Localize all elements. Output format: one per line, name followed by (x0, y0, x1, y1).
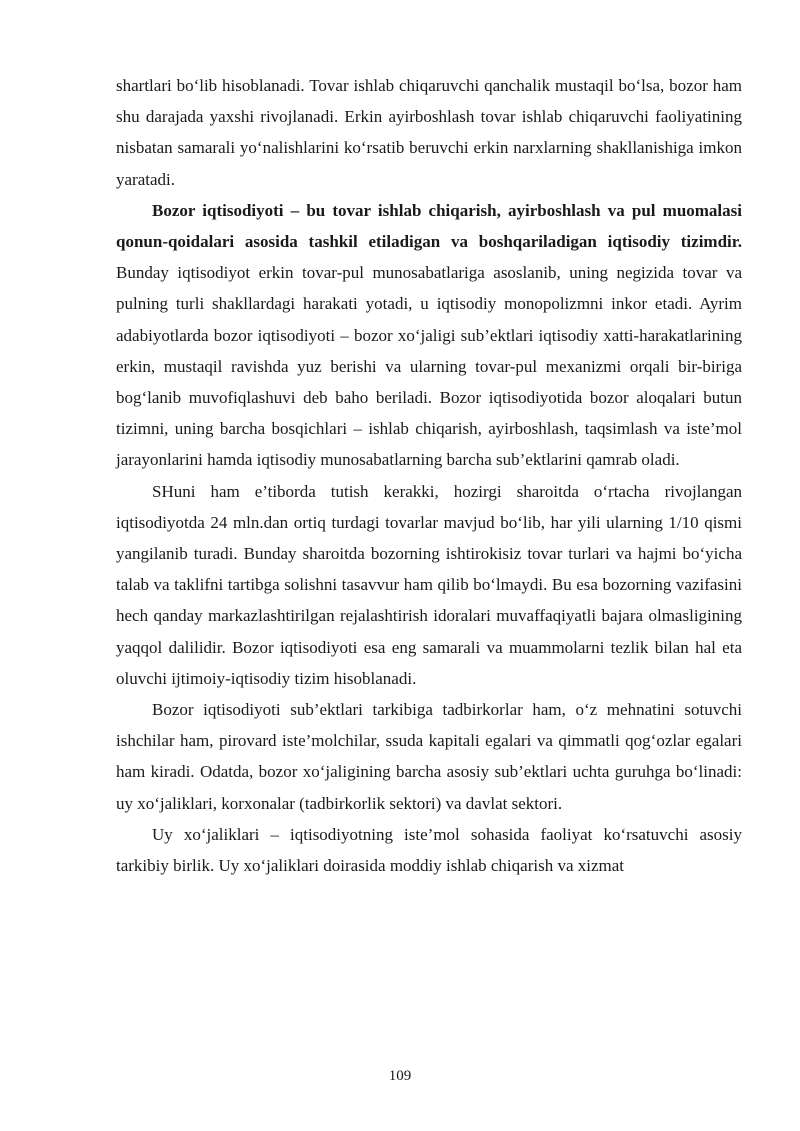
paragraph-text: Uy xoʻjaliklari – iqtisodiyotning iste’mol sohasida faoliyat koʻrsatuvchi asosiy tarkibiy birlik. Uy xoʻjaliklari doirasida moddiy ishlab chiqarish va xizmat (116, 824, 742, 876)
paragraph (116, 694, 742, 819)
paragraph (116, 476, 742, 694)
paragraph-text: Bozor iqtisodiyoti sub’ektlari tarkibiga tadbirkorlar ham, oʻz mehnatini sotuvchi ishchilar ham, pirovard iste’molchilar, ssuda kapitali egalari va qimmatli qogʻozlar egalari ham kiradi. Odatda, bozor xoʻjaligining barcha asosiy sub’ektlari uchta guruhga boʻlinadi: uy xoʻjaliklari, korxonalar (tadbirkorlik sektori) va davlat sektori. (116, 700, 742, 813)
page-body (116, 70, 742, 881)
paragraph-text: Bunday iqtisodiyot erkin tovar-pul munosabatlariga asoslanib, uning negizida tovar va pulning turli shakllardagi harakati yotadi, u iqtisodiy monopolizmni inkor etadi. Ayrim adabiyotlarda bozor iqtisodiyoti – bozor xoʻjaligi sub’ektlari iqtisodiy xatti-harakatlarining erkin, mustaqil ravishda yuz berishi va ularning tovar-pul mexanizmi orqali bir-biriga bogʻlanib muvofiqlashuvi deb baho beriladi. Bozor iqtisodiyotida bozor aloqalari butun tizimni, uning barcha bosqichlari – ishlab chiqarish, ayirboshlash, taqsimlash va iste’mol jarayonlarini hamda iqtisodiy munosabatlarning barcha sub’ektlarini qamrab oladi. (116, 263, 742, 470)
paragraph-text: shartlari boʻlib hisoblanadi. Tovar ishlab chiqaruvchi qanchalik mustaqil boʻlsa, bozor ham shu darajada yaxshi rivojlanadi. Erkin ayirboshlash tovar ishlab chiqaruvchi faoliyatining nisbatan samarali yoʻnalishlarini koʻrsatib beruvchi erkin narxlarning shakllanishiga imkon yaratadi. (116, 76, 742, 189)
paragraph-definition (116, 195, 742, 476)
paragraph (116, 819, 742, 881)
page-number: 109 (388, 1068, 412, 1084)
paragraph-text: SHuni ham e’tiborda tutish kerakki, hozirgi sharoitda oʻrtacha rivojlangan iqtisodiyotda 24 mln.dan ortiq turdagi tovarlar mavjud boʻlib, har yili ularning 1/10 qismi yangilanib turadi. Bunday sharoitda bozorning ishtirokisiz tovar turlari va hajmi boʻyicha talab va taklifni tartibga solishni tasavvur ham qilib boʻlmaydi. Bu esa bozorning vazifasini hech qanday markazlashtirilgan rejalashtirish idoralari muvaffaqiyatli bajara olmasligining yaqqol dalilidir. Bozor iqtisodiyoti esa eng samarali va muammolarni tezlik bilan hal eta oluvchi ijtimoiy-iqtisodiy tizim hisoblanadi. (116, 481, 742, 688)
paragraph-continuation (116, 70, 742, 195)
definition-bold-text: Bozor iqtisodiyoti – bu tovar ishlab chiqarish, ayirboshlash va pul muomalasi qonun-qoidalari asosida tashkil etiladigan va boshqariladigan iqtisodiy tizimdir. (116, 200, 742, 252)
